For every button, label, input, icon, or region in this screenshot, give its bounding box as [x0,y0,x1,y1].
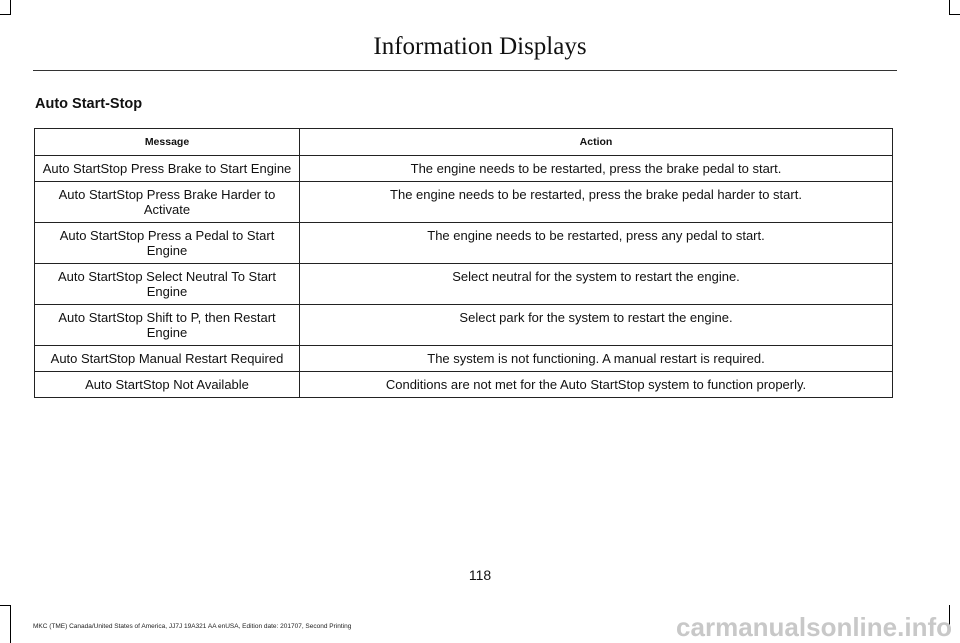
crop-mark-top-left-h [0,14,11,15]
message-cell: Auto StartStop Press Brake to Start Engine [35,156,300,182]
header-divider [33,70,897,71]
message-cell: Auto StartStop Press Brake Harder to Activate [35,182,300,223]
action-cell: The engine needs to be restarted, press the brake pedal harder to start. [300,182,893,223]
table-header-row [35,129,893,156]
messages-table [34,128,893,398]
table-row [35,223,893,264]
table-row [35,372,893,398]
action-cell: The engine needs to be restarted, press any pedal to start. [300,223,893,264]
message-cell: Auto StartStop Select Neutral To Start Engine [35,264,300,305]
column-header-message: Message [35,129,300,156]
watermark-logo: carmanualsonline.info [676,612,952,642]
action-cell: Select neutral for the system to restart the engine. [300,264,893,305]
table-row [35,264,893,305]
action-cell: Select park for the system to restart the engine. [300,305,893,346]
message-cell: Auto StartStop Manual Restart Required [35,346,300,372]
table-row [35,305,893,346]
message-cell: Auto StartStop Press a Pedal to Start Engine [35,223,300,264]
footer-edition-info: MKC (TME) Canada/United States of America, JJ7J 19A321 AA enUSA, Edition date: 201707, Second Printing [33,623,352,630]
section-title: Auto Start-Stop [35,96,143,112]
crop-mark-top-left-v [10,0,11,14]
crop-mark-bottom-left-h [0,605,11,606]
page-number: 118 [468,567,492,583]
page-header-title: Information Displays [373,33,587,60]
column-header-action: Action [300,129,893,156]
action-cell: Conditions are not met for the Auto StartStop system to function properly. [300,372,893,398]
table-row [35,182,893,223]
message-cell: Auto StartStop Shift to P, then Restart Engine [35,305,300,346]
action-cell: The system is not functioning. A manual restart is required. [300,346,893,372]
crop-mark-top-right-h [949,14,960,15]
table-row [35,346,893,372]
crop-mark-top-right-v [949,0,950,14]
action-cell: The engine needs to be restarted, press the brake pedal to start. [300,156,893,182]
message-cell: Auto StartStop Not Available [35,372,300,398]
table-row [35,156,893,182]
crop-mark-bottom-left-v [10,605,11,643]
